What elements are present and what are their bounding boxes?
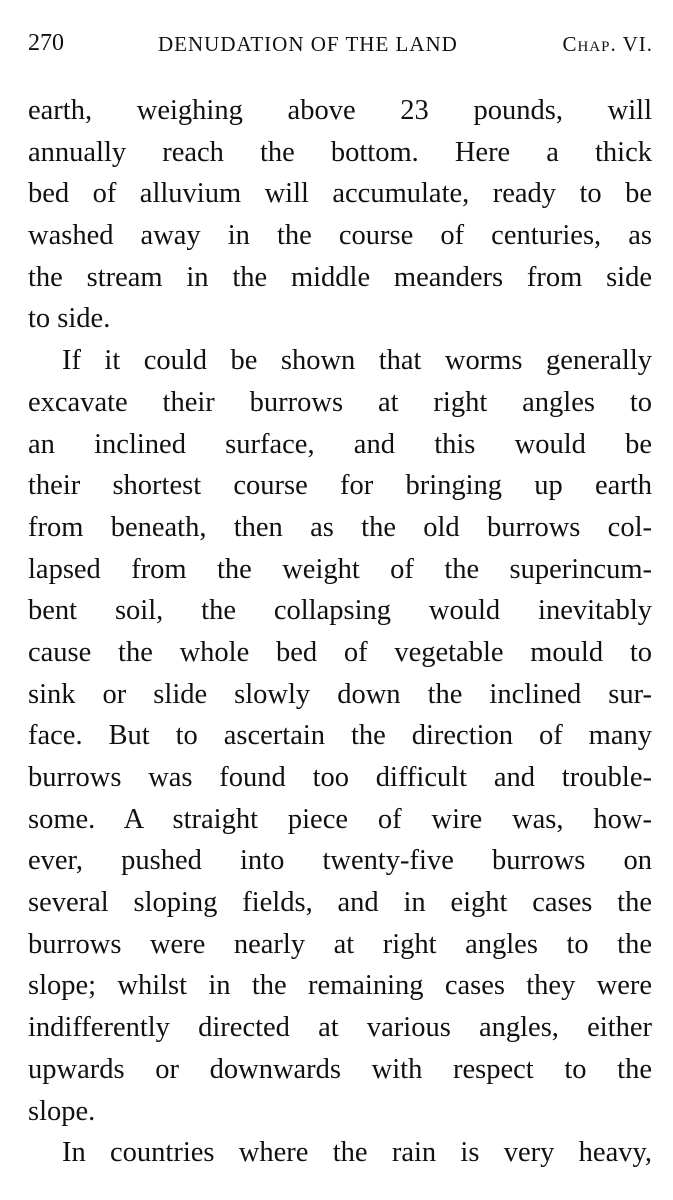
text-line: burrows was found too difficult and trouble- <box>28 762 652 793</box>
text-line: lapsed from the weight of the superincum- <box>28 553 652 585</box>
paragraph-2 <box>28 340 652 1132</box>
chapter-label: Chap. VI. <box>562 32 653 56</box>
text-line: indifferently directed at various angles, either <box>28 1012 652 1044</box>
text-line: If it could be shown that worms generally <box>62 345 652 377</box>
text-line: annually reach the bottom. Here a thick <box>28 136 652 168</box>
text-line: their shortest course for bringing up earth <box>28 470 652 502</box>
page-body <box>28 90 652 1174</box>
text-line: bent soil, the collapsing would inevitably <box>28 595 652 627</box>
text-line: face. But to ascertain the direction of many <box>28 720 652 752</box>
text-line: slope. <box>28 1095 96 1127</box>
text-line: the stream in the middle meanders from side <box>28 261 652 293</box>
text-line: burrows were nearly at right angles to the <box>28 928 652 960</box>
text-line: earth, weighing above 23 pounds, will <box>28 95 652 126</box>
page-number: 270 <box>28 30 64 56</box>
text-line: slope; whilst in the remaining cases they were <box>28 970 652 1002</box>
text-line: sink or slide slowly down the inclined sur- <box>28 678 652 710</box>
text-line: cause the whole bed of vegetable mould to <box>28 636 652 668</box>
running-header <box>28 30 653 62</box>
text-line: In countries where the rain is very heavy, <box>62 1137 652 1169</box>
text-line: upwards or downwards with respect to the <box>28 1053 652 1085</box>
running-title: DENUDATION OF THE LAND <box>158 32 458 56</box>
text-line: to side. <box>28 303 111 335</box>
text-line: from beneath, then as the old burrows col- <box>28 511 652 543</box>
text-line: excavate their burrows at right angles to <box>28 386 652 418</box>
text-line: ever, pushed into twenty-five burrows on <box>28 845 652 877</box>
text-line: some. A straight piece of wire was, how- <box>28 803 652 835</box>
text-line: several sloping fields, and in eight cases the <box>28 887 652 919</box>
text-line: bed of alluvium will accumulate, ready to be <box>28 178 652 210</box>
text-line: an inclined surface, and this would be <box>28 428 652 460</box>
paragraph-1 <box>28 90 652 340</box>
text-line: washed away in the course of centuries, as <box>28 220 652 252</box>
paragraph-3 <box>28 1132 652 1174</box>
